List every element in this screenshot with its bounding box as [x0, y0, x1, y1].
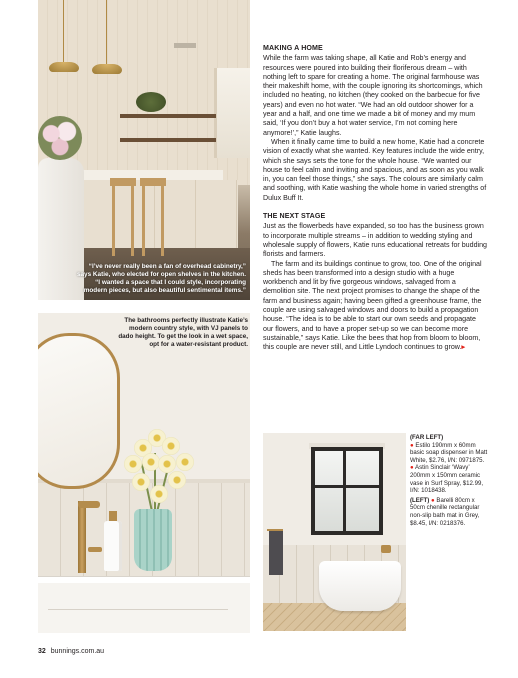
bathroom-photo [38, 313, 250, 633]
product-group [410, 497, 490, 527]
kitchen-photo [38, 0, 250, 300]
daisy-bloom [124, 455, 142, 473]
product-item: Estilo 190mm x 60mm basic soap dispenser in Matt White, $2.76, I/N: 0971875. [410, 441, 488, 464]
window-transom [311, 485, 383, 488]
brass-tap [78, 501, 86, 573]
ceramic-vase [134, 509, 172, 571]
wall-mixer [381, 545, 391, 553]
window-mullion [343, 447, 346, 535]
daisy-bloom [162, 437, 180, 455]
shelf-plant [136, 92, 166, 112]
bullet-icon: ● [410, 464, 414, 472]
end-of-article-icon: ▸ [461, 343, 466, 352]
daisy-bloom [176, 453, 194, 471]
article-column [263, 44, 487, 353]
bathtub-photo [263, 433, 406, 631]
tap-spout [78, 501, 100, 508]
product-captions [410, 434, 490, 529]
bar-stool-leg [112, 186, 115, 256]
tap-lever [88, 547, 102, 552]
bar-stool-leg [142, 186, 145, 256]
vanity [38, 577, 250, 633]
open-shelf [120, 138, 216, 142]
arched-mirror [38, 333, 120, 489]
pendant-light [92, 64, 122, 74]
page-number: 32 [38, 648, 46, 655]
body-paragraph: Just as the flowerbeds have expanded, so too has the business grown to incorporate multiple streams – in addition to wedding styling and wholesale supply of flowers, Katie runs educational retreats for budding florists and farmers. [263, 222, 487, 259]
bar-stool-leg [161, 186, 164, 256]
footer-site: bunnings.com.au [50, 648, 105, 655]
bullet-icon: ● [410, 441, 414, 449]
bathroom-caption: The bathrooms perfectly illustrate Katie’s modern country style, with VJ panels to dado height. To get the look in a wet space, opt for a water-resistant product. [118, 317, 248, 348]
bar-stool [110, 178, 136, 186]
product-item: Astin Sinclair ‘Wavy’ 200mm x 150mm ceramic vase in Surf Spray, $12.99, I/N: 1018438. [410, 464, 484, 495]
product-group [410, 434, 490, 495]
pendant-cord [106, 0, 107, 64]
vanity-drawer-line [48, 609, 228, 610]
body-paragraph: When it finally came time to build a new home, Katie had a concrete vision of exactly what she wanted. Key features include the wide entry, which she says sets the tone for the whole house. “We wanted our house to feel calm and inviting and spacious, and as soon as you walk in, you can feel those things,” she says. The colours are similarly calm and soothing, with Katie washing the whole home in varied strengths of Dulux Buff It. [263, 137, 487, 202]
bullet-icon: ● [431, 496, 435, 504]
black-frame-window [311, 447, 383, 535]
soap-dispenser [104, 521, 122, 571]
open-shelf [120, 114, 216, 118]
daisy-bloom [158, 455, 176, 473]
body-paragraph-text: The farm and its buildings continue to grow, too. One of the original sheds has been transformed into a design studio with a huge workbench and lit by five gorgeous windows, salvaged from a demolition site. The next project promises to change the shape of the farm and business again; having been gifted a greenhouse frame, the couple are using salvaged windows and doors to build a propagation house. “The idea is to be able to start our own seeds and propagate our flowers, and to have a proper set-up so we can become more sustainable,” says Katie. Like the bees that hop from bloom to bloom, this couple are never still, and Little Lyndoch continues to grow. [263, 259, 482, 352]
freestanding-bath [319, 561, 401, 611]
daisy-bloom [168, 471, 186, 489]
page-footer [38, 647, 104, 656]
body-paragraph-final [263, 260, 487, 353]
section-heading: THE NEXT STAGE [263, 212, 326, 221]
kitchen-caption: “I’ve never really been a fan of overhead cabinetry,” says Katie, who elected for open shelves in the kitchen. “I wanted a space that I could style, incorporating modern pieces, but also beautiful sentimental items.” [76, 263, 246, 294]
bar-stool [140, 178, 166, 186]
ceiling-vent [174, 43, 196, 48]
bar-stool-leg [131, 186, 134, 256]
product-group-label: (LEFT) [410, 496, 430, 504]
product-item: Barelli 80cm x 50cm chenille rectangular non-slip bath mat in Grey, $8.45, I/N: 0218376. [410, 496, 480, 527]
product-group-label: (FAR LEFT) [410, 434, 444, 441]
kitchen-cabinets [73, 180, 238, 248]
daisy-bloom [132, 473, 150, 491]
section-heading: MAKING A HOME [263, 44, 323, 52]
kitchen-window [214, 68, 250, 158]
grey-towel [269, 531, 283, 575]
flower-arrangement [38, 116, 82, 160]
body-paragraph: While the farm was taking shape, all Katie and Rob’s energy and resources were poured into building their floriferous dream – with nothing left to spare for creating a home. The original farmhouse was their makeshift home, with the couple ignoring its shortcomings, which included no heating, no kitchen (they cooked on the barbecue for five years) and even no hot water. “We had an old outdoor shower for a year and a half, and one time we made a bit of money and my mum said, ‘If you don’t buy a hot water service, I’m not coming here anymore!’,” Katie laughs. [263, 54, 483, 137]
pendant-light [49, 62, 79, 72]
daisy-bloom [150, 485, 168, 503]
pendant-cord [63, 0, 64, 62]
